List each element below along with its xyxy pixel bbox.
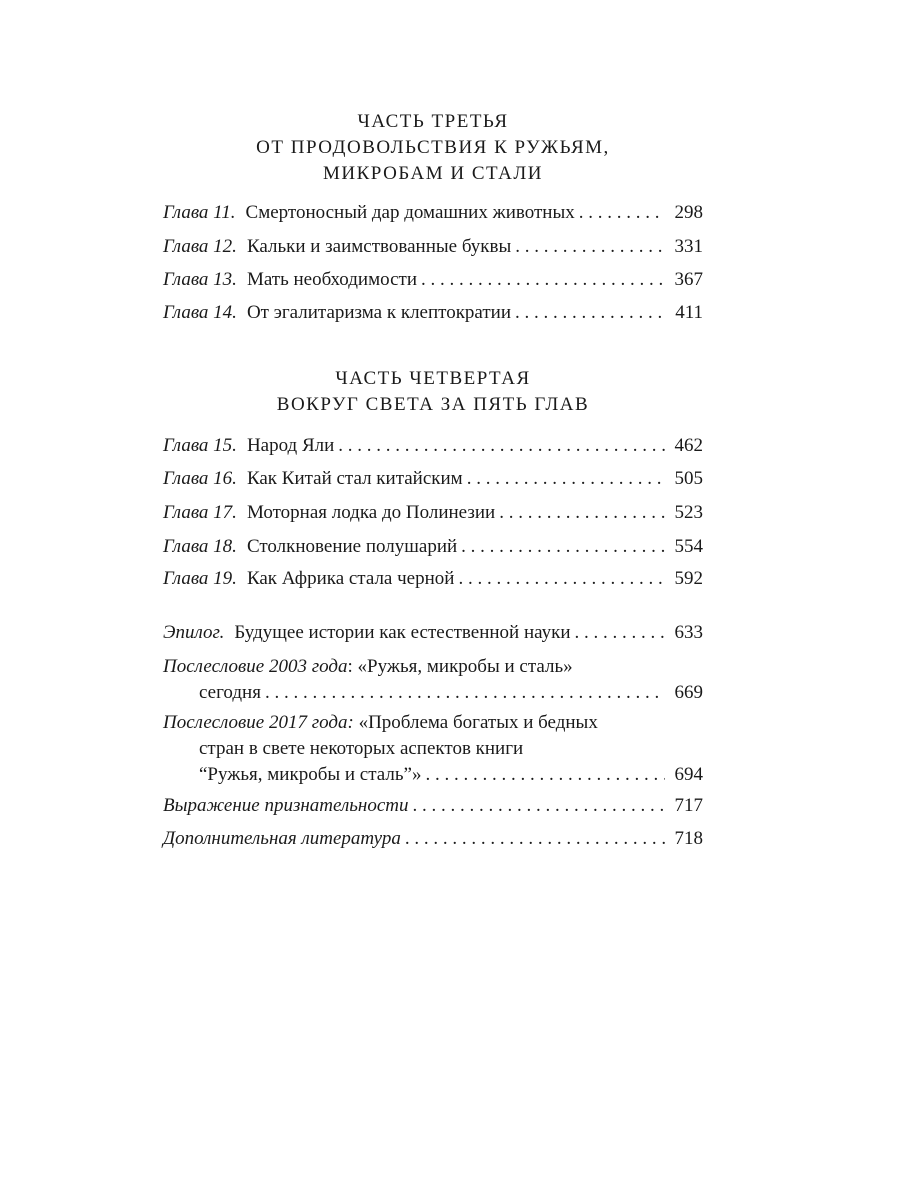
chapter-title: Кальки и заимствованные буквы [246,236,512,257]
chapter-title: Как Африка стала черной [246,568,455,589]
acknowledgements-label: Выражение признательности [163,795,409,816]
dot-leader [461,534,665,560]
chapter-label: Глава 17. [163,502,237,523]
page-number: 718 [674,828,703,849]
toc-entry-ch11[interactable] [163,200,703,226]
toc-entry-ch19[interactable] [163,566,703,592]
toc-entry-ch13[interactable] [163,267,703,293]
toc-entry-acknowledgements[interactable] [163,793,703,819]
chapter-label: Глава 13. [163,269,237,290]
chapter-title: Как Китай стал китайским [246,468,463,489]
part4-heading-line1: ЧАСТЬ ЧЕТВЕРТАЯ [335,368,531,389]
dot-leader [338,433,665,459]
toc-entry-ch14[interactable] [163,300,703,326]
part3-heading-line1: ЧАСТЬ ТРЕТЬЯ [357,111,509,132]
chapter-title: Мать необходимости [246,269,418,290]
afterword-2003-title-start: : «Ружья, микробы и сталь» [347,656,573,677]
chapter-label: Глава 11. [163,202,236,223]
dot-leader [421,267,665,293]
afterword-2017-label: Послесловие 2017 года: [163,712,354,733]
page-number: 694 [674,764,703,785]
page-number: 523 [674,502,703,523]
dot-leader [579,200,665,226]
toc-entry-ch16[interactable] [163,466,703,492]
afterword-2017-title-start: «Проблема богатых и бедных [353,712,598,733]
afterword-2003-label: Послесловие 2003 года [163,656,348,677]
dot-leader [425,762,665,788]
chapter-title: Смертоносный дар домашних животных [245,202,575,223]
page-number: 462 [674,435,703,456]
page-number: 298 [674,202,703,223]
part3-heading [163,109,703,187]
dot-leader [458,566,665,592]
part4-heading [163,366,703,418]
page-number: 592 [674,568,703,589]
dot-leader [467,466,665,492]
page-number: 554 [674,536,703,557]
toc-entry-ch15[interactable] [163,433,703,459]
page-number: 331 [674,236,703,257]
dot-leader [575,620,666,646]
chapter-label: Глава 16. [163,468,237,489]
dot-leader [515,234,665,260]
part3-heading-line2: ОТ ПРОДОВОЛЬСТВИЯ К РУЖЬЯМ, [256,137,610,158]
toc-entry-afterword-2017[interactable] [163,710,703,788]
toc-entry-ch18[interactable] [163,534,703,560]
toc-entry-ch17[interactable] [163,500,703,526]
toc-entry-further-reading[interactable] [163,826,703,852]
chapter-title: Моторная лодка до Полинезии [246,502,496,523]
part4-heading-line2: ВОКРУГ СВЕТА ЗА ПЯТЬ ГЛАВ [276,394,590,415]
chapter-label: Глава 12. [163,236,237,257]
page-number: 505 [674,468,703,489]
afterword-2003-line2 [163,680,703,706]
toc-entry-epilogue[interactable] [163,620,703,646]
chapter-title: Народ Яли [246,435,335,456]
afterword-2003-title-end: сегодня [199,682,261,703]
afterword-2017-line3 [163,762,703,788]
afterword-2017-line1 [163,710,703,736]
afterword-2017-line2: стран в свете некоторых аспектов книги [199,738,524,759]
dot-leader [515,300,665,326]
page-number: 411 [675,302,703,323]
afterword-2003-line1 [163,654,703,680]
toc-entry-afterword-2003[interactable] [163,654,703,706]
dot-leader [405,826,665,852]
epilogue-label: Эпилог. [163,622,225,643]
epilogue-title: Будущее истории как естественной науки [234,622,571,643]
chapter-title: Столкновение полушарий [246,536,458,557]
afterword-2017-title-end: “Ружья, микробы и сталь”» [199,764,422,785]
part3-heading-line3: МИКРОБАМ И СТАЛИ [323,163,543,184]
page-number: 633 [674,622,703,643]
page-number: 717 [674,795,703,816]
dot-leader [499,500,665,526]
dot-leader [412,793,665,819]
further-reading-label: Дополнительная литература [163,828,401,849]
chapter-title: От эгалитаризма к клептократии [246,302,512,323]
page-number: 367 [674,269,703,290]
chapter-label: Глава 19. [163,568,237,589]
toc-entry-ch12[interactable] [163,234,703,260]
chapter-label: Глава 15. [163,435,237,456]
chapter-label: Глава 14. [163,302,237,323]
dot-leader [265,680,665,706]
page-number: 669 [674,682,703,703]
chapter-label: Глава 18. [163,536,237,557]
